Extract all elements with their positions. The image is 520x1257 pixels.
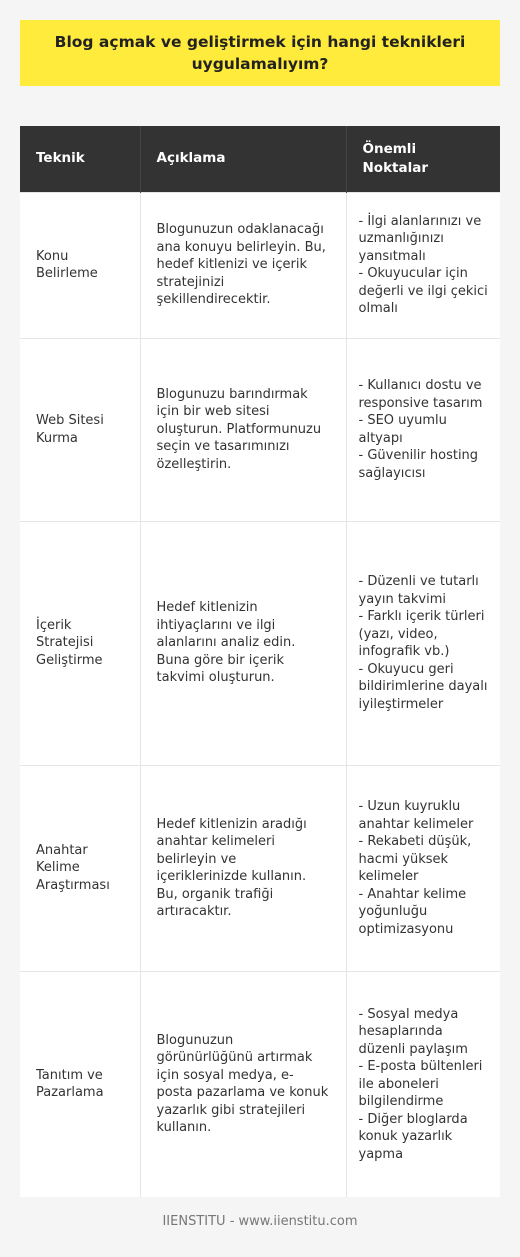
technique-cell: Tanıtım ve Pazarlama [20, 971, 140, 1197]
notes-cell: - Kullanıcı dostu ve responsive tasarım - SEO uyumlu altyapı - Güvenilir hosting sağlayıcısı [346, 338, 500, 521]
technique-cell: İçerik Stratejisi Geliştirme [20, 521, 140, 765]
table-row [20, 521, 500, 765]
title-banner [20, 20, 500, 86]
description-cell: Blogunuzun görünürlüğünü artırmak için sosyal medya, e-posta pazarlama ve konuk yazarlık gibi stratejileri kullanın. [140, 971, 346, 1197]
description-cell: Hedef kitlenizin aradığı anahtar kelimeleri belirleyin ve içeriklerinizde kullanın. Bu, organik trafiği artıracaktır. [140, 765, 346, 971]
header-technique: Teknik [20, 126, 140, 192]
footer-credit: IIENSTITU - www.iienstitu.com [162, 1214, 358, 1229]
table-row [20, 971, 500, 1197]
description-cell: Blogunuzun odaklanacağı ana konuyu belirleyin. Bu, hedef kitlenizi ve içerik stratejinizi şekillendirecektir. [140, 192, 346, 338]
page-title: Blog açmak ve geliştirmek için hangi teknikleri uygulamalıyım? [54, 33, 466, 73]
techniques-table [20, 126, 500, 1197]
notes-cell: - Uzun kuyruklu anahtar kelimeler - Rekabeti düşük, hacmi yüksek kelimeler - Anahtar kelime yoğunluğu optimizasyonu [346, 765, 500, 971]
header-notes: Önemli Noktalar [346, 126, 500, 192]
table-row [20, 338, 500, 521]
description-cell: Hedef kitlenizin ihtiyaçlarını ve ilgi alanlarını analiz edin. Buna göre bir içerik takvimi oluşturun. [140, 521, 346, 765]
notes-cell: - Düzenli ve tutarlı yayın takvimi - Farklı içerik türleri (yazı, video, infografik vb.) - Okuyucu geri bildirimlerine dayalı iyileştirmeler [346, 521, 500, 765]
description-cell: Blogunuzu barındırmak için bir web sitesi oluşturun. Platformunuzu seçin ve tasarımınızı özelleştirin. [140, 338, 346, 521]
notes-cell: - Sosyal medya hesaplarında düzenli paylaşım - E-posta bültenleri ile aboneleri bilgilendirme - Diğer bloglarda konuk yazarlık yapma [346, 971, 500, 1197]
table-row [20, 192, 500, 338]
table-row [20, 765, 500, 971]
header-description: Açıklama [140, 126, 346, 192]
technique-cell: Konu Belirleme [20, 192, 140, 338]
technique-cell: Web Sitesi Kurma [20, 338, 140, 521]
table-header-row [20, 126, 500, 192]
notes-cell: - İlgi alanlarınızı ve uzmanlığınızı yansıtmalı - Okuyucular için değerli ve ilgi çekici olmalı [346, 192, 500, 338]
technique-cell: Anahtar Kelime Araştırması [20, 765, 140, 971]
